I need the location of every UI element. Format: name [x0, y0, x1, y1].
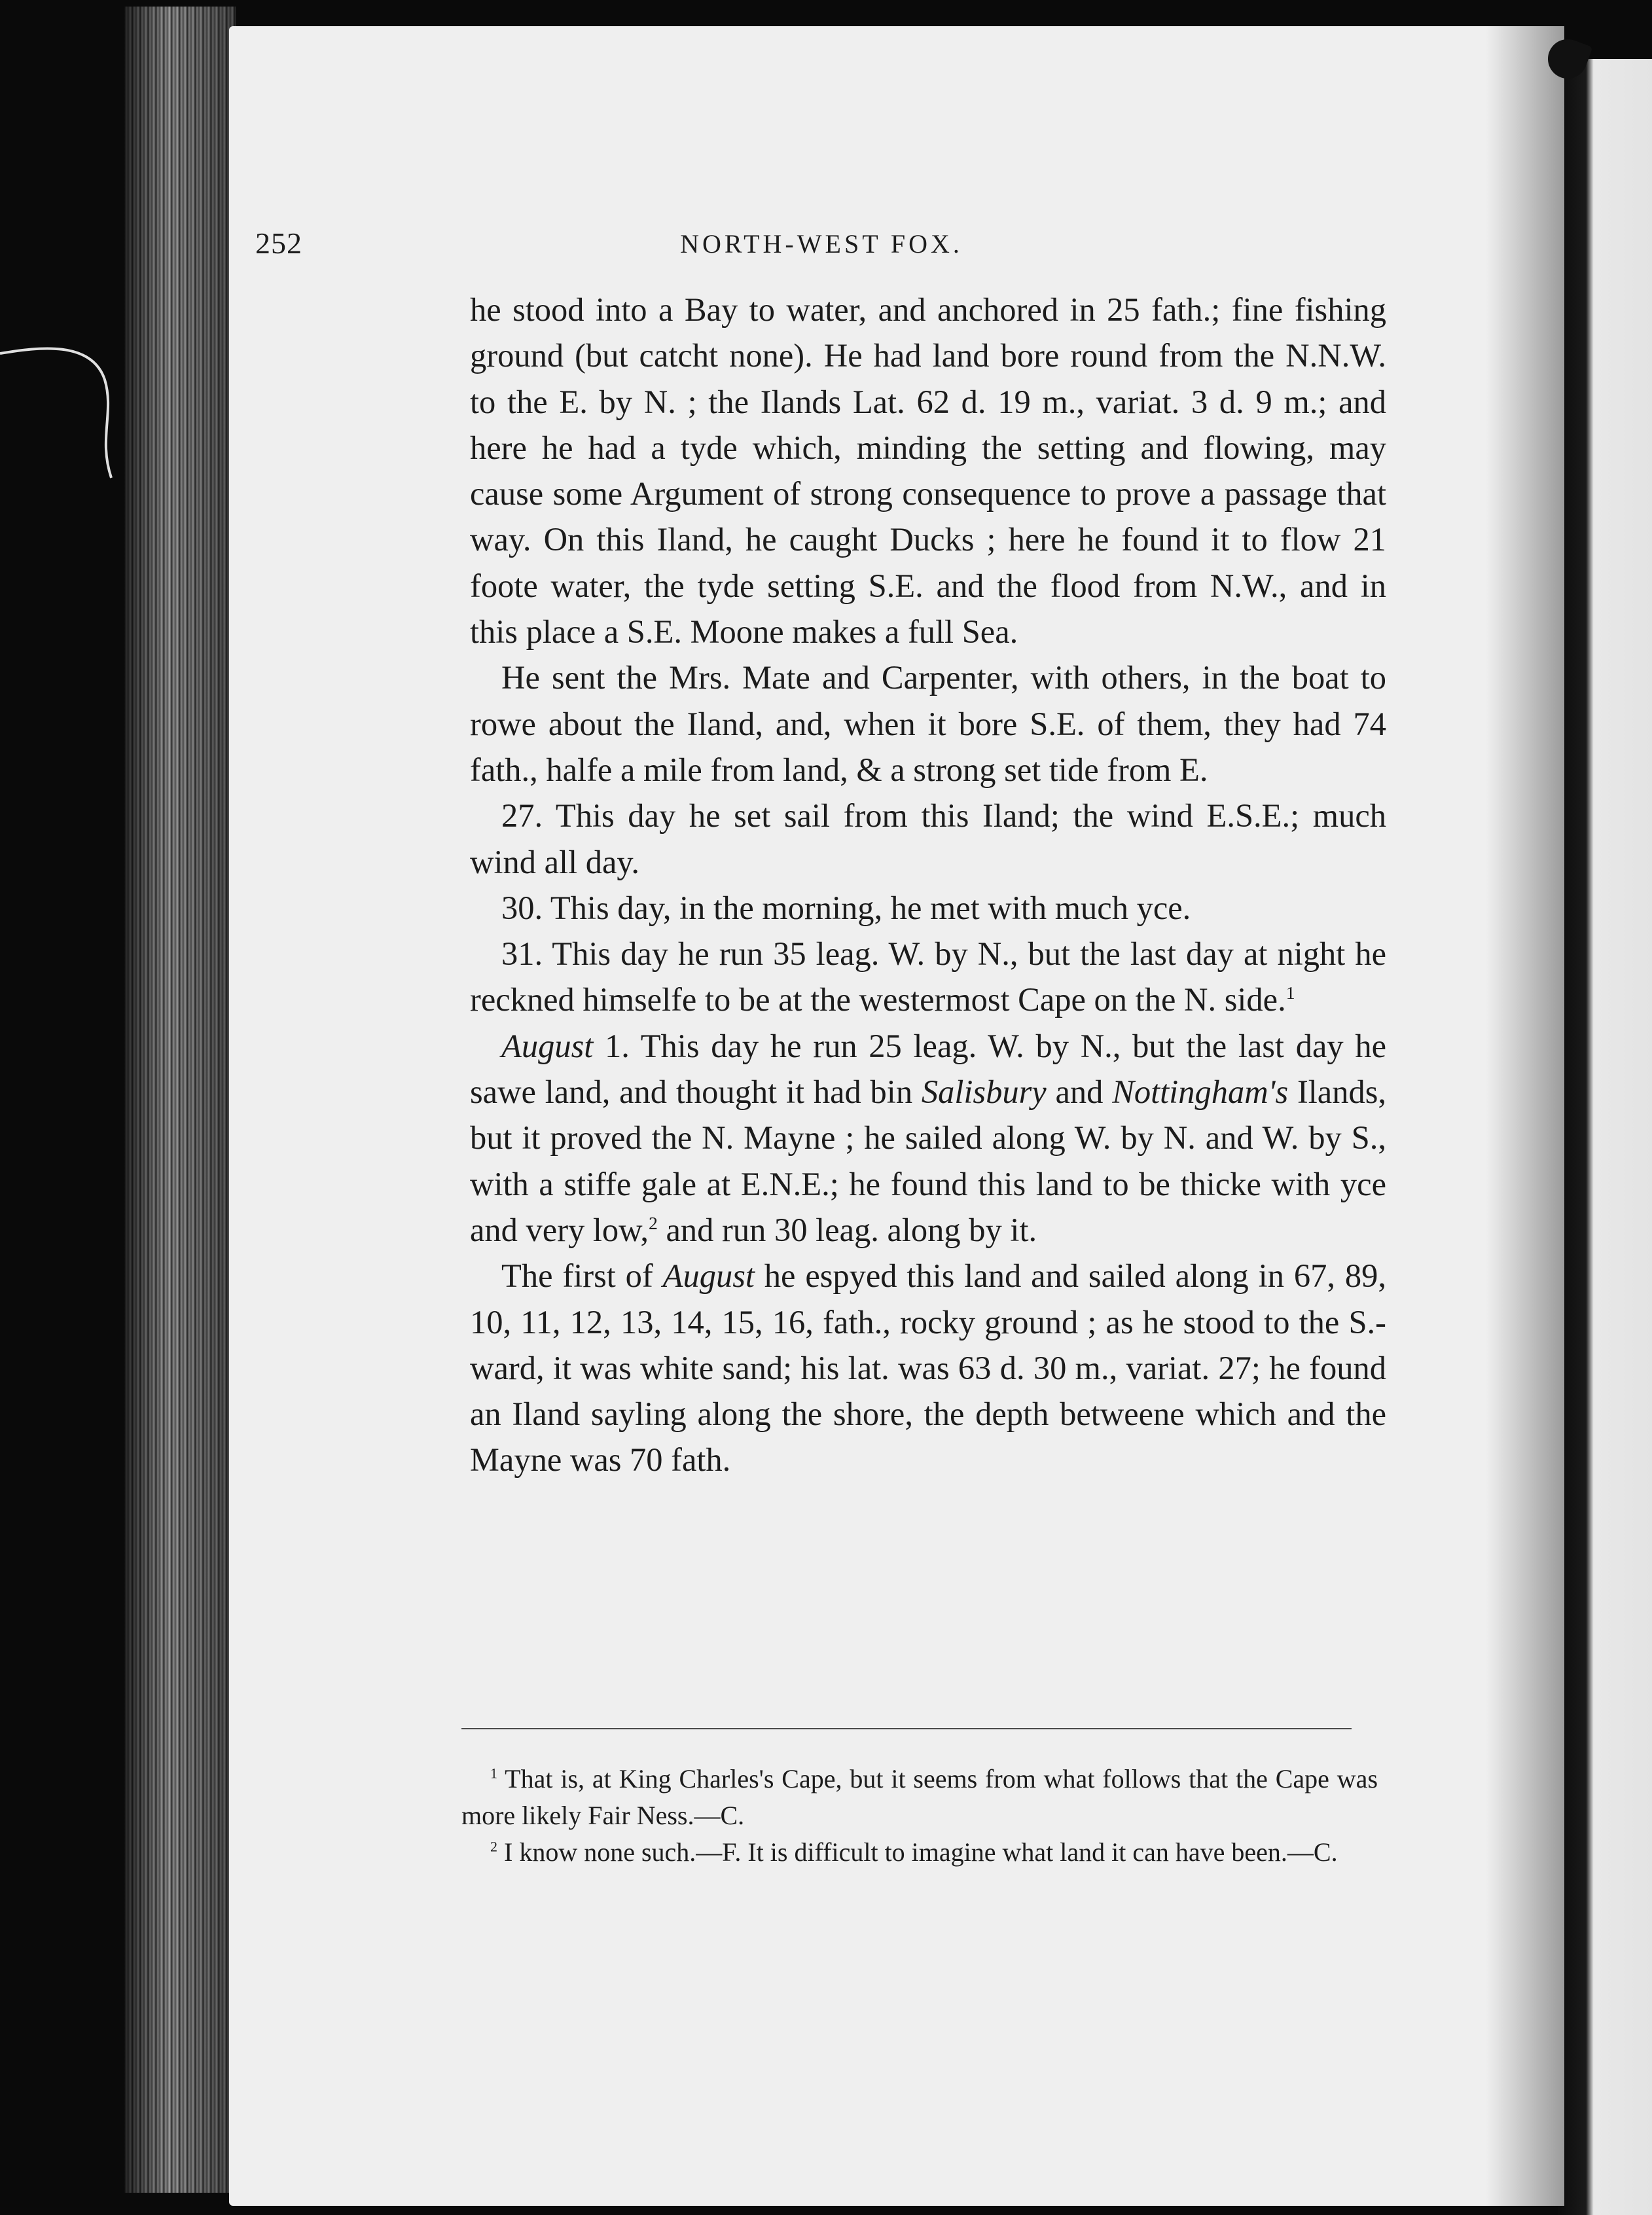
paragraph-2: He sent the Mrs. Mate and Carpenter, with others, in the boat to rowe about the Iland, and, when it bore S.E. of them, they had 74 fath., halfe a mile from land, & a strong set tide from E.	[470, 659, 1386, 788]
paragraph-1: he stood into a Bay to water, and anchored in 25 fath.; fine fishing ground (but catcht none). He had land bore round from the N.N.W. to the E. by N. ; the Ilands Lat. 62 d. 19 m., variat. 3 d. 9 m.; and here he had a tyde which, minding the setting and flowing, may cause some Argument of strong consequence to prove a passage that way. On this Iland, he caught Ducks ; here he found it to flow 21 foote water, the tyde setting S.E. and the flood from N.W., and in this place a S.E. Moone makes a full Sea.	[470, 291, 1386, 651]
running-title: NORTH-WEST FOX.	[680, 229, 963, 259]
book-edge-shadow	[124, 7, 236, 2193]
paragraph-5	[470, 931, 1386, 1023]
footnote-2-text: I know none such.—F. It is difficult to imagine what land it can have been.—C.	[504, 1837, 1338, 1867]
august-name: August	[662, 1257, 755, 1295]
paragraph-7-b: he espyed this land and sailed along in 67, 89, 10, 11, 12, 13, 14, 15, 16, fath., rocky ground ; as he stood to the S.-ward, it was white sand; his lat. was 63 d. 30 m., variat. 27; he found an Iland sayling along the shore, the depth betweene which and the Mayne was 70 fath.	[470, 1257, 1386, 1479]
facing-page-edge	[1558, 59, 1652, 2215]
footnote-mark-2: 2	[490, 1838, 497, 1855]
paragraph-6-d: and run 30 leag. along by it.	[657, 1211, 1037, 1248]
paragraph-6-a: 1. This day he run 25 leag. W. by N., but the last day he sawe land, and thought it had bin	[470, 1027, 1386, 1111]
footnote-ref-2[interactable]: 2	[649, 1214, 658, 1234]
footnote-1	[461, 1761, 1378, 1834]
footnote-2	[461, 1834, 1378, 1871]
paragraph-6	[470, 1023, 1386, 1253]
paragraph-7-a: The first of	[501, 1257, 663, 1295]
august-label: August	[501, 1027, 594, 1064]
paragraph-4: 30. This day, in the morning, he met with much yce.	[501, 889, 1191, 926]
paragraph-6-b: and	[1046, 1073, 1113, 1111]
paragraph-7	[470, 1253, 1386, 1483]
paragraph-5-text: 31. This day he run 35 leag. W. by N., but the last day at night he reckned himselfe to be at the westermost Cape on the N. side.	[470, 935, 1386, 1018]
running-head	[255, 226, 1388, 272]
bookmark-string	[0, 327, 131, 497]
paragraph-6-c: Ilands, but it proved the N. Mayne ; he sailed along W. by N. and W. by S., with a stiffe gale at E.N.E.; he found this land to be thicke with yce and very low,	[470, 1073, 1386, 1248]
page-gutter-shadow	[1486, 26, 1564, 2206]
footnote-mark-1: 1	[490, 1765, 497, 1782]
paragraph-3: 27. This day he set sail from this Iland; the wind E.S.E.; much wind all day.	[470, 797, 1386, 880]
nottingham-name: Nottingham's	[1112, 1073, 1289, 1111]
footnotes	[461, 1761, 1378, 1871]
footnote-ref-1[interactable]: 1	[1285, 983, 1295, 1004]
salisbury-name: Salisbury	[921, 1073, 1047, 1111]
body-text	[470, 287, 1386, 1483]
page-number: 252	[255, 226, 302, 260]
footnote-divider	[461, 1728, 1352, 1729]
footnote-1-text: That is, at King Charles's Cape, but it seems from what follows that the Cape was more likely Fair Ness.—C.	[461, 1764, 1378, 1830]
